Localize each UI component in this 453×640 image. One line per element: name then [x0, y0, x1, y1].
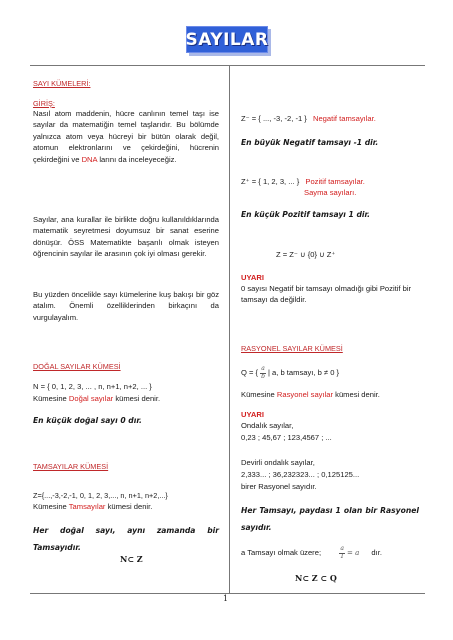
heading-dogal-sayilar: DOĞAL SAYILAR KÜMESİ	[33, 362, 121, 371]
warning-2-line-2: 0,23 ; 45,67 ; 123,4567 ; ...	[241, 433, 332, 442]
intro-p1-b: larını da inceleyeceğiz.	[99, 154, 177, 164]
q-name-prefix: Kümesine	[241, 390, 277, 399]
heading-sayi-kumeleri: SAYI KÜMELERİ:	[33, 79, 91, 88]
dogal-min-note: En küçük doğal sayı 0 dır.	[33, 416, 142, 425]
q-set-open: Q = {	[241, 368, 259, 377]
devirli-line-1: Devirli ondalık sayılar,	[241, 458, 315, 467]
page-number: 1	[223, 594, 229, 603]
set-chain: N⊂ Z ⊂ Q	[295, 573, 337, 583]
top-rule	[30, 65, 425, 66]
intro-paragraph-2: Sayılar, ana kurallar ile birlikte doğru kullanıldıklarında matematik seyretmesi doyumsuz bir sanat eserine dönüşür. ÖSS Matematikte başarılı olmak isteyen öğrencinin sayılar ile arasının çok iyi olması gerekir.	[33, 215, 219, 259]
a-dir: dır.	[371, 548, 382, 557]
payda-note: Her Tamsayı, paydası 1 olan bir Rasyonel sayıdır.	[241, 506, 419, 532]
pos-name-1: Pozitif tamsayılar.	[305, 177, 365, 186]
neg-set: Z⁻ = { ..., -3, -2, -1 }	[241, 114, 307, 123]
q-frac-den: b	[261, 372, 265, 380]
a-frac-den: 1	[340, 552, 345, 560]
intro-p1-a: Nasıl atom maddenin, hücre canlının temel taşı ise sayılar da matematiğin temel taşlarıdır. Bu bölümde yalnızca atom veya hücreyi bir bütün olarak değil, atomun elektronlarını ve çekirdeğini, hücrenin çekirdeğini ve	[33, 109, 219, 164]
devirli-line-3: birer Rasyonel sayıdır.	[241, 482, 317, 491]
dogal-name-term: Doğal sayılar	[68, 394, 114, 403]
union-formula: Z = Z⁻ ∪ {0} ∪ Z⁺	[276, 250, 336, 259]
a-fraction	[339, 546, 345, 560]
intro-paragraph-1	[33, 108, 219, 165]
heading-tamsayilar: TAMSAYILAR KÜMESİ	[33, 462, 109, 471]
intro-paragraph-3: Bu yüzden öncelikle sayı kümelerine kuş bakışı bir göz atalım. Önemli özelliklerinden birkaçını da vurgulayalım.	[33, 290, 219, 322]
heading-giris: GİRİŞ:	[33, 99, 55, 108]
intro-dna: DNA	[81, 154, 98, 164]
a-tamsayi-line	[241, 546, 382, 560]
page-title-box	[186, 26, 268, 53]
q-frac-num: a	[261, 365, 265, 372]
pos-min-note: En küçük Pozitif tamsayı 1 dir.	[241, 210, 371, 219]
q-set	[241, 366, 339, 380]
q-name	[241, 389, 380, 400]
pos-name-2: Sayma sayıları.	[304, 188, 357, 197]
tam-set: Z={...,-3,-2,-1, 0, 1, 2, 3,..., n, n+1, n+2,...}	[33, 491, 168, 500]
warning-1-text: 0 sayısı Negatif bir tamsayı olmadığı gibi Pozitif bir tamsayı da değildir.	[241, 284, 412, 305]
pos-set-line	[241, 176, 365, 187]
neg-name: Negatif tamsayılar.	[312, 114, 376, 123]
dogal-name-suffix: kümesi denir.	[113, 394, 161, 403]
dogal-set: N = { 0, 1, 2, 3, ... , n, n+1, n+2, ... }	[33, 382, 152, 391]
q-name-term: Rasyonel sayılar	[276, 390, 334, 399]
tam-name-suffix: kümesi denir.	[105, 502, 153, 511]
tam-name-term: Tamsayılar	[68, 502, 106, 511]
dogal-name	[33, 393, 160, 404]
pos-set: Z⁺ = { 1, 2, 3, ... }	[241, 177, 300, 186]
q-fraction	[260, 366, 266, 380]
warning-1-title: UYARI	[241, 273, 264, 282]
dogal-name-prefix: Kümesine	[33, 394, 69, 403]
neg-max-note: En büyük Negatif tamsayı -1 dir.	[241, 138, 379, 147]
devirli-line-2: 2,333... ; 36,232323... ; 0,125125...	[241, 470, 360, 479]
q-name-suffix: kümesi denir.	[333, 390, 380, 399]
warning-2-line-1: Ondalık sayılar,	[241, 421, 294, 430]
tam-subset: N⊂ Z	[120, 554, 143, 564]
a-frac-num: a	[340, 545, 344, 552]
a-eq: = a	[347, 549, 360, 557]
tam-name	[33, 501, 152, 512]
tam-note: Her doğal sayı, aynı zamanda bir Tamsayıdır.	[33, 526, 219, 552]
neg-set-line	[241, 113, 376, 124]
a-tamsayi-text: a Tamsayı olmak üzere;	[241, 548, 322, 557]
tam-name-prefix: Kümesine	[33, 502, 69, 511]
heading-rasyonel: RASYONEL SAYILAR KÜMESİ	[241, 344, 343, 353]
q-set-rest: | a, b tamsayı, b ≠ 0 }	[267, 368, 340, 377]
column-divider	[229, 66, 230, 593]
warning-2-title: UYARI	[241, 410, 264, 419]
page-title: SAYILAR	[185, 29, 269, 50]
